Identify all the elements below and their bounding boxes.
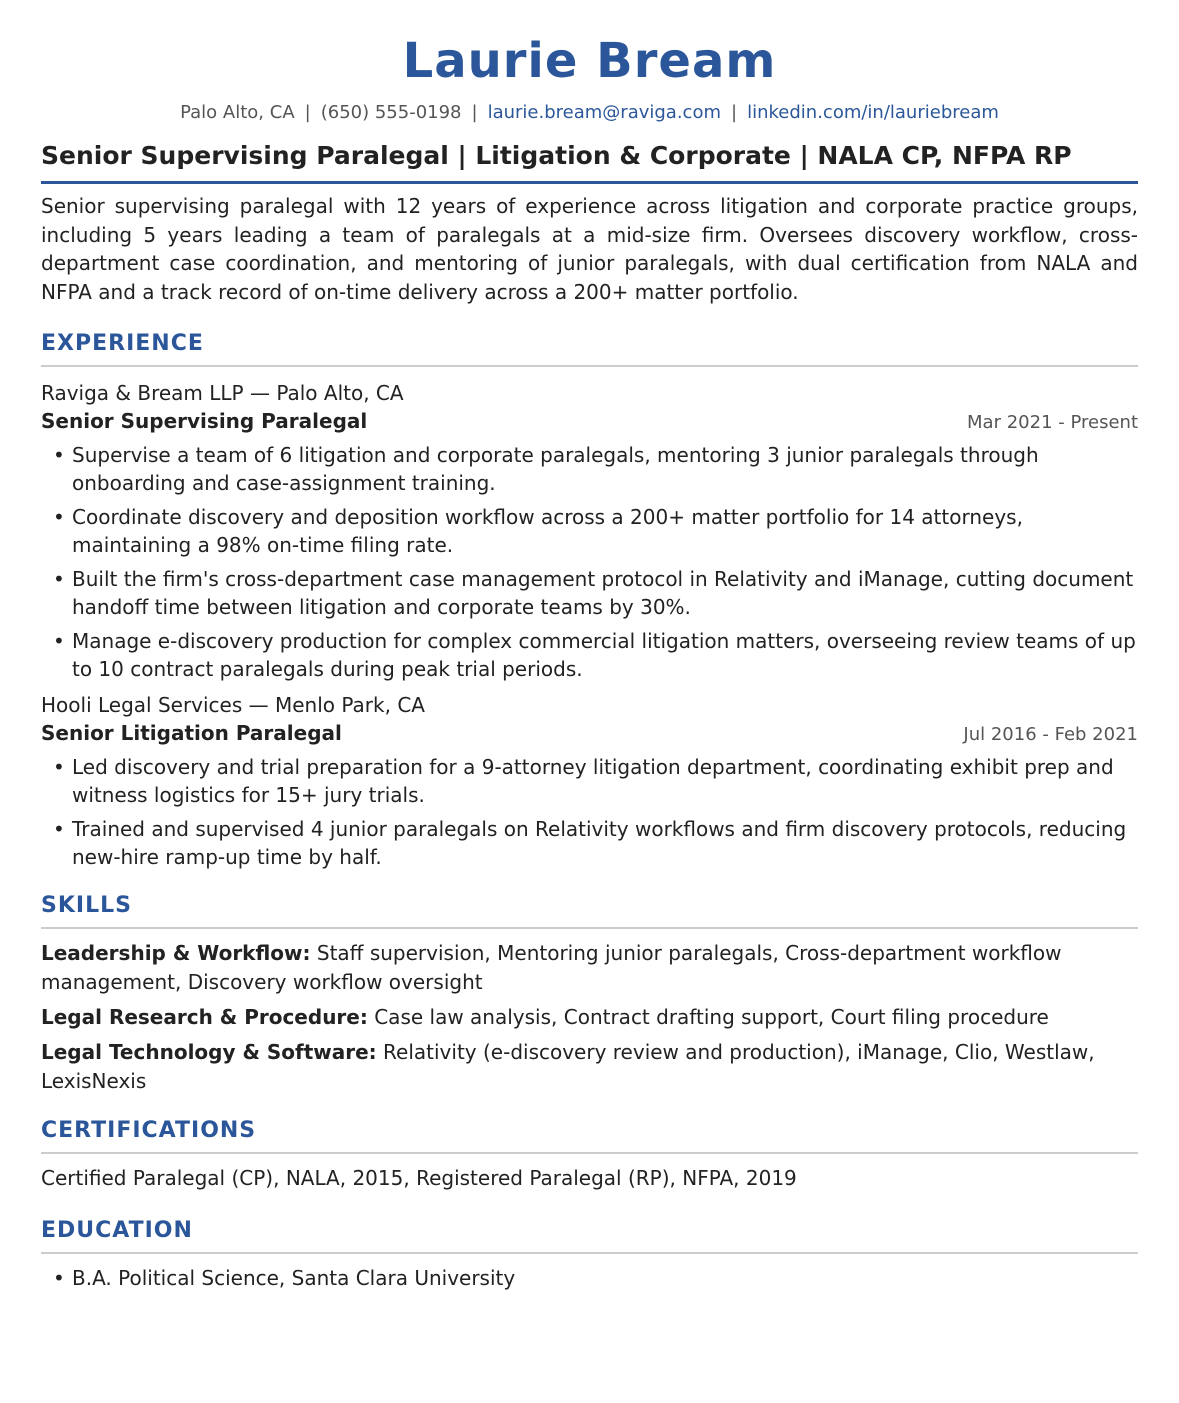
job-title: Senior Supervising Paralegal [41,409,368,433]
section-title-education: EDUCATION [41,1216,1138,1254]
bullet-text: Coordinate discovery and deposition workflow across a 200+ matter portfolio for 14 attorneys, maintaining a 98% on-time filing rate. [72,505,1023,557]
list-item [41,815,1138,871]
location: Palo Alto, CA [180,102,295,123]
certifications-section [41,1116,1138,1192]
bullet-icon: • [53,1266,65,1290]
list-item [41,565,1138,621]
section-title-skills: SKILLS [41,891,1138,929]
bullet-text: Led discovery and trial preparation for a 9-attorney litigation department, coordinating exhibit prep and witness logistics for 15+ jury trials. [72,755,1114,807]
summary-paragraph: Senior supervising paralegal with 12 years of experience across litigation and corporate practice groups, including 5 years leading a team of paralegals at a mid-size firm. Oversees discovery workflow, cross-department case coordination, and mentoring of junior paralegals, with dual certification from NALA and NFPA and a track record of on-time delivery across a 200+ matter portfolio. [41,194,1138,304]
section-title-experience: EXPERIENCE [41,329,1138,367]
job-entry [41,691,1138,871]
bullet-text: Supervise a team of 6 litigation and corporate paralegals, mentoring 3 junior paralegals through onboarding and case-assignment training. [72,443,1039,495]
linkedin-link[interactable]: linkedin.com/in/lauriebream [747,102,999,123]
skill-label: Leadership & Workflow: [41,941,311,965]
email-link[interactable]: laurie.bream@raviga.com [487,102,722,123]
candidate-name: Laurie Bream [402,33,777,89]
professional-headline: Senior Supervising Paralegal | Litigation & Corporate | NALA CP, NFPA RP [41,138,1138,184]
bullet-text: Trained and supervised 4 junior paralegals on Relativity workflows and firm discovery protocols, reducing new-hire ramp-up time by half. [72,817,1127,869]
job-entry [41,379,1138,683]
skill-items: Staff supervision, Mentoring junior paralegals, Cross-department workflow management, Discovery workflow oversight [41,941,1062,994]
bullet-icon: • [53,443,65,467]
job-title-row [41,407,1138,437]
job-title-row [41,719,1138,749]
contact-line [41,101,1138,125]
skills-section [41,891,1138,1096]
job-bullets [41,441,1138,683]
experience-section [41,329,1138,871]
separator: | [471,102,478,123]
skills-list [41,939,1138,1096]
education-list [41,1264,1138,1292]
bullet-icon: • [53,505,65,529]
bullet-icon: • [53,755,65,779]
skill-group [41,1003,1138,1032]
education-section [41,1216,1138,1292]
list-item [41,441,1138,497]
job-employer: Raviga & Bream LLP — Palo Alto, CA [41,381,404,405]
bullet-icon: • [53,817,65,841]
skill-items: Relativity (e-discovery review and production), iManage, Clio, Westlaw, LexisNexis [41,1040,1095,1093]
bullet-text: Built the firm's cross-department case management protocol in Relativity and iManage, cutting document handoff time between litigation and corporate teams by 30%. [72,567,1134,619]
phone: (650) 555-0198 [320,102,462,123]
bullet-text: Manage e-discovery production for complex commercial litigation matters, overseeing review teams of up to 10 contract paralegals during peak trial periods. [72,629,1136,681]
skill-label: Legal Technology & Software: [41,1040,377,1064]
separator: | [304,102,311,123]
job-dates: Mar 2021 - Present [967,412,1138,433]
job-dates: Jul 2016 - Feb 2021 [963,724,1138,745]
skill-items: Case law analysis, Contract drafting support, Court filing procedure [374,1005,1049,1029]
list-item [41,627,1138,683]
skill-label: Legal Research & Procedure: [41,1005,368,1029]
job-title: Senior Litigation Paralegal [41,721,342,745]
job-bullets [41,753,1138,871]
list-item [41,1264,1138,1292]
education-item: B.A. Political Science, Santa Clara University [72,1266,516,1290]
list-item [41,503,1138,559]
section-title-certifications: CERTIFICATIONS [41,1116,1138,1154]
certifications-text: Certified Paralegal (CP), NALA, 2015, Registered Paralegal (RP), NFPA, 2019 [41,1166,797,1190]
skill-group [41,1038,1138,1096]
job-employer: Hooli Legal Services — Menlo Park, CA [41,693,425,717]
skill-group [41,939,1138,997]
list-item [41,753,1138,809]
separator: | [731,102,738,123]
bullet-icon: • [53,629,65,653]
bullet-icon: • [53,567,65,591]
